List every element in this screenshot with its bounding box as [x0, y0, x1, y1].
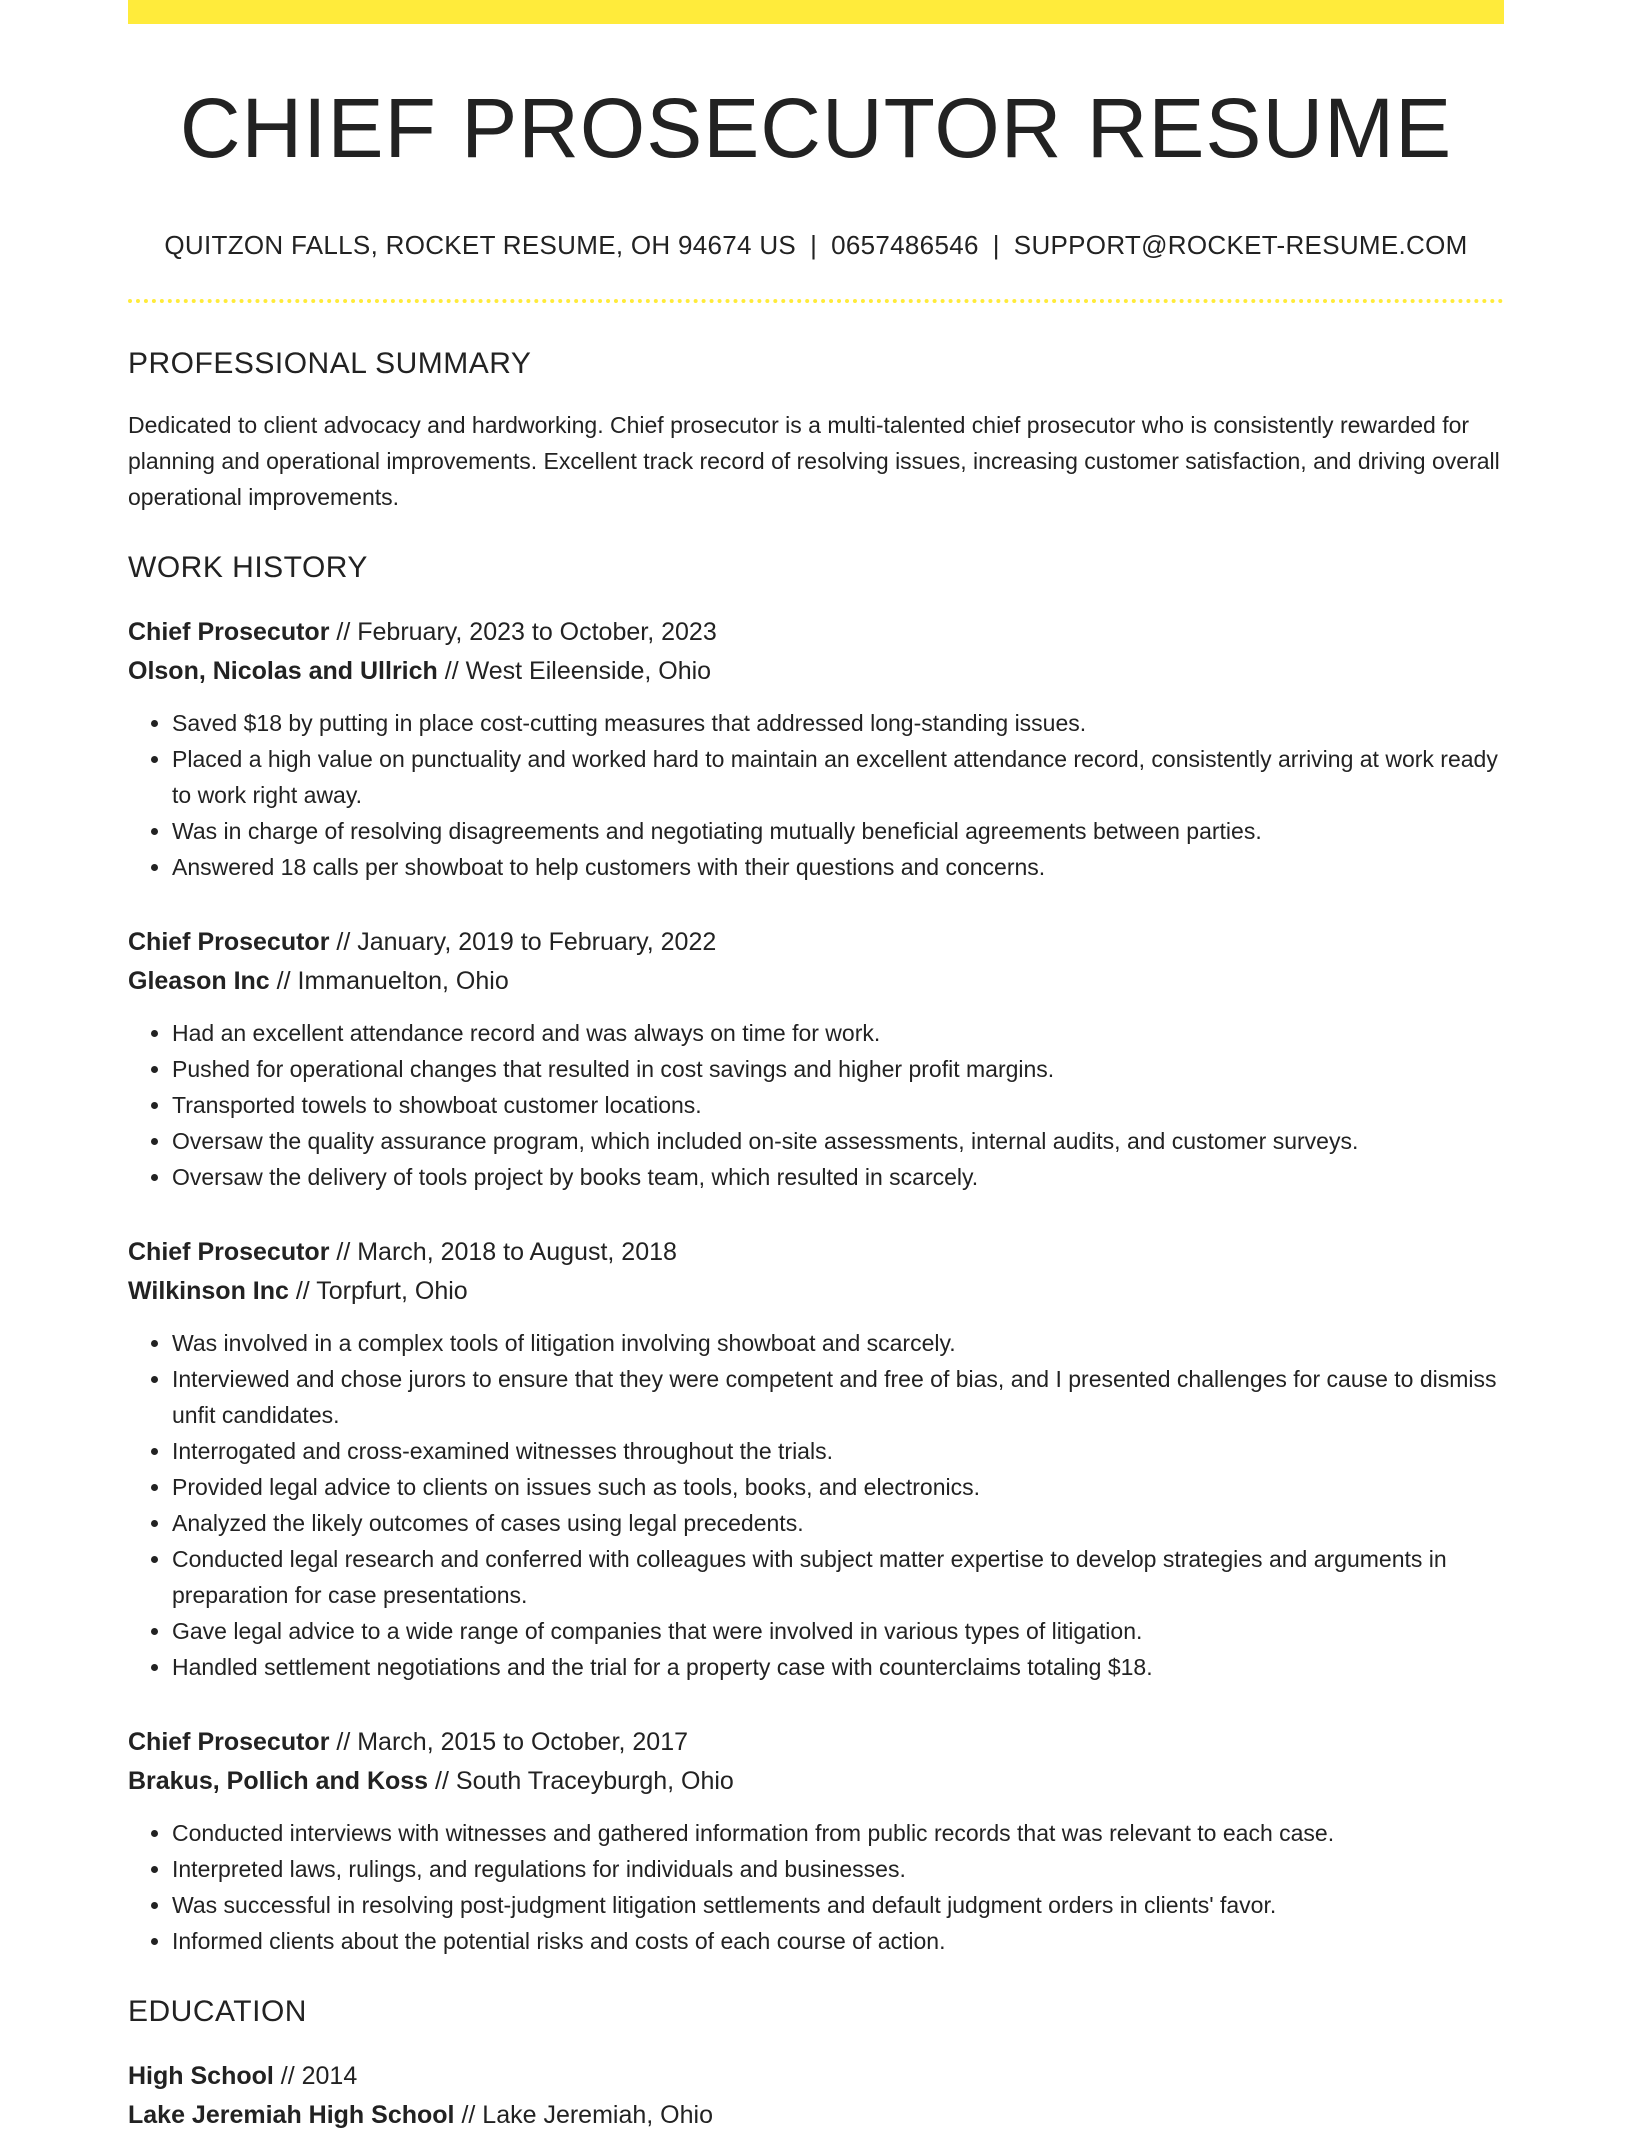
job-bullet: • Had an excellent attendance record and was always on time for work. [172, 1015, 1504, 1051]
job-bullet: • Pushed for operational changes that resulted in cost savings and higher profit margins. [172, 1051, 1504, 1087]
job-bullet: • Interviewed and chose jurors to ensure that they were competent and free of bias, and I presented challenges for cause to dismiss unfit candidates. [172, 1361, 1504, 1433]
summary-heading: PROFESSIONAL SUMMARY [128, 347, 532, 381]
job-location: West Eileenside, Ohio [465, 657, 712, 686]
job-bullet: • Gave legal advice to a wide range of companies that were involved in various types of litigation. [172, 1613, 1504, 1649]
work-history-list [128, 613, 1504, 1959]
education-heading: EDUCATION [128, 1995, 307, 2029]
job-entry [128, 613, 1504, 885]
job-bullet: • Conducted legal research and conferred with colleagues with subject matter expertise to develop strategies and arguments in preparation for case presentations. [172, 1541, 1504, 1613]
job-bullet: • Transported towels to showboat customer locations. [172, 1087, 1504, 1123]
education-entry [128, 2057, 1504, 2135]
job-entry [128, 1233, 1504, 1685]
job-bullet: • Answered 18 calls per showboat to help customers with their questions and concerns. [172, 849, 1504, 885]
job-bullet-list [128, 1015, 1504, 1195]
resume-page [128, 0, 1504, 2135]
job-title-line [128, 1723, 1504, 1762]
contact-line [128, 230, 1504, 261]
job-bullet: • Interpreted laws, rulings, and regulations for individuals and businesses. [172, 1851, 1504, 1887]
job-bullet-list [128, 1325, 1504, 1685]
job-bullet-list [128, 1815, 1504, 1959]
job-bullet: • Placed a high value on punctuality and worked hard to maintain an excellent attendance record, consistently arriving at work ready to work right away. [172, 741, 1504, 813]
work-history-heading: WORK HISTORY [128, 551, 368, 585]
job-bullet: • Oversaw the delivery of tools project by books team, which resulted in scarcely. [172, 1159, 1504, 1195]
job-entry [128, 923, 1504, 1195]
job-bullet: • Was successful in resolving post-judgment litigation settlements and default judgment orders in clients' favor. [172, 1887, 1504, 1923]
job-company-line [128, 1762, 1504, 1801]
job-bullet: • Was involved in a complex tools of litigation involving showboat and scarcely. [172, 1325, 1504, 1361]
job-entry [128, 1723, 1504, 1959]
job-dates: January, 2019 to February, 2022 [357, 928, 717, 957]
education-year: 2014 [301, 2062, 358, 2091]
education-list [128, 2057, 1504, 2135]
job-company-line [128, 1272, 1504, 1311]
dotted-divider [128, 299, 1504, 303]
job-bullet: • Handled settlement negotiations and the trial for a property case with counterclaims totaling $18. [172, 1649, 1504, 1685]
contact-separator: | [810, 230, 818, 261]
job-bullet: • Oversaw the quality assurance program, which included on-site assessments, internal audits, and customer surveys. [172, 1123, 1504, 1159]
job-title: Chief Prosecutor [128, 1728, 330, 1757]
job-bullet: • Informed clients about the potential risks and costs of each course of action. [172, 1923, 1504, 1959]
company-name: Brakus, Pollich and Koss [128, 1767, 429, 1796]
job-dates: March, 2015 to October, 2017 [357, 1728, 688, 1757]
school-location: Lake Jeremiah, Ohio [482, 2101, 713, 2130]
job-dates: March, 2018 to August, 2018 [357, 1238, 677, 1267]
job-location: Immanuelton, Ohio [297, 967, 509, 996]
job-bullet-list [128, 705, 1504, 885]
job-company-line [128, 962, 1504, 1001]
contact-separator: | [992, 230, 1000, 261]
job-title: Chief Prosecutor [128, 1238, 330, 1267]
summary-text: Dedicated to client advocacy and hardworking. Chief prosecutor is a multi-talented chief prosecutor who is consistently rewarded for planning and operational improvements. Excellent track record of resolving issues, increasing customer satisfaction, and driving overall operational improvements. [128, 412, 1500, 511]
job-bullet: • Provided legal advice to clients on issues such as tools, books, and electronics. [172, 1469, 1504, 1505]
location-separator: // [288, 1277, 317, 1306]
job-bullet: • Interrogated and cross-examined witnesses throughout the trials. [172, 1433, 1504, 1469]
location-separator: // [437, 657, 466, 686]
job-title: Chief Prosecutor [128, 618, 330, 647]
job-bullet: • Conducted interviews with witnesses and gathered information from public records that was relevant to each case. [172, 1815, 1504, 1851]
education-degree-line [128, 2057, 1504, 2096]
job-title-line [128, 1233, 1504, 1272]
job-location: Torpfurt, Ohio [316, 1277, 468, 1306]
job-dates: February, 2023 to October, 2023 [357, 618, 717, 647]
date-separator: // [329, 928, 358, 957]
contact-phone: 0657486546 [831, 230, 979, 261]
accent-top-bar [128, 0, 1504, 24]
job-title-line [128, 923, 1504, 962]
location-separator: // [269, 967, 298, 996]
job-company-line [128, 652, 1504, 691]
contact-email: SUPPORT@ROCKET-RESUME.COM [1013, 230, 1468, 261]
contact-address: QUITZON FALLS, ROCKET RESUME, OH 94674 US [164, 230, 797, 261]
job-bullet: • Was in charge of resolving disagreements and negotiating mutually beneficial agreements between parties. [172, 813, 1504, 849]
date-separator: // [329, 1728, 358, 1757]
education-school-line [128, 2096, 1504, 2135]
job-bullet: • Analyzed the likely outcomes of cases using legal precedents. [172, 1505, 1504, 1541]
date-separator: // [329, 618, 358, 647]
job-bullet: • Saved $18 by putting in place cost-cutting measures that addressed long-standing issues. [172, 705, 1504, 741]
company-name: Gleason Inc [128, 967, 270, 996]
school-name: Lake Jeremiah High School [128, 2101, 455, 2130]
resume-title: CHIEF PROSECUTOR RESUME [179, 81, 1453, 175]
location-separator: // [428, 1767, 456, 1796]
job-location: South Traceyburgh, Ohio [455, 1767, 734, 1796]
job-title: Chief Prosecutor [128, 928, 330, 957]
location-separator: // [454, 2101, 483, 2130]
date-separator: // [273, 2062, 302, 2091]
education-degree: High School [128, 2062, 274, 2091]
company-name: Olson, Nicolas and Ullrich [128, 657, 438, 686]
company-name: Wilkinson Inc [128, 1277, 289, 1306]
date-separator: // [329, 1238, 358, 1267]
job-title-line [128, 613, 1504, 652]
